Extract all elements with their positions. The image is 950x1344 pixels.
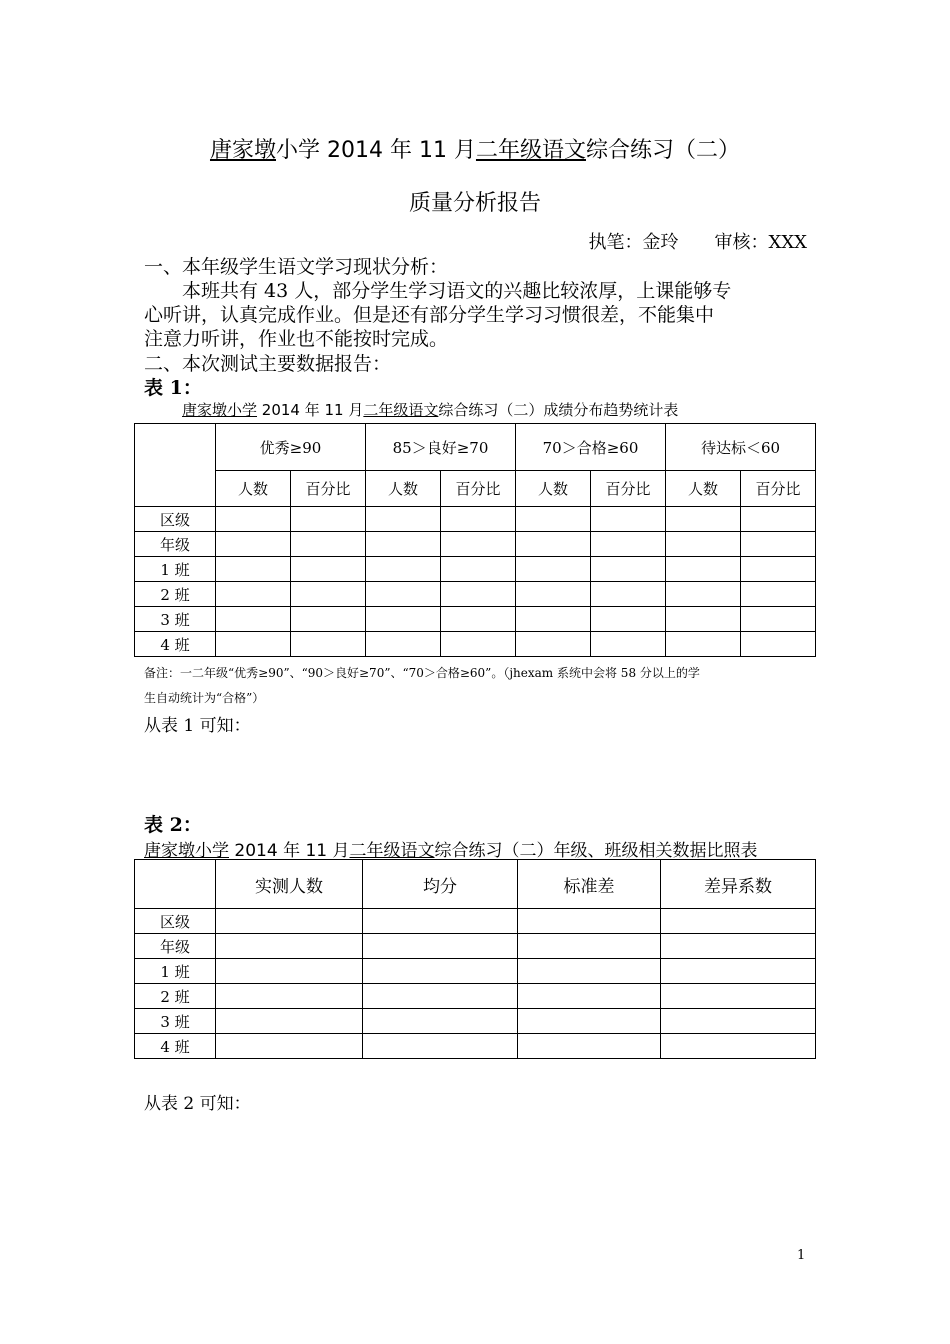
table1-group-header: 70＞合格≥60 bbox=[516, 424, 666, 471]
table2 bbox=[134, 859, 816, 1059]
table1-label: 表 1： bbox=[144, 377, 202, 399]
table2-row-label: 区级 bbox=[135, 909, 216, 934]
table2-header: 标准差 bbox=[518, 860, 661, 909]
page-number: 1 bbox=[797, 1248, 806, 1263]
doc-title bbox=[0, 133, 950, 164]
table1-caption-mid: 2014 年 11 月 bbox=[257, 401, 364, 419]
table-row bbox=[135, 1034, 816, 1059]
table1-caption-grade-subject: 二年级语文 bbox=[363, 401, 439, 419]
table2-row-label: 3 班 bbox=[135, 1009, 216, 1034]
table2-conclusion: 从表 2 可知： bbox=[144, 1094, 251, 1114]
section1-heading: 一、本年级学生语文学习现状分析： bbox=[144, 256, 449, 278]
table1-subheader: 百分比 bbox=[591, 471, 666, 507]
author-line: 执笔：金玲 审核：XXX bbox=[588, 232, 807, 253]
table-row bbox=[135, 959, 816, 984]
table-row bbox=[135, 532, 816, 557]
table-row bbox=[135, 557, 816, 582]
table2-header: 均分 bbox=[363, 860, 518, 909]
table-row bbox=[135, 632, 816, 657]
table2-caption bbox=[144, 836, 758, 861]
section1-line-2: 心听讲，认真完成作业。但是还有部分学生学习习惯很差，不能集中 bbox=[144, 304, 715, 326]
table2-row-label: 4 班 bbox=[135, 1034, 216, 1059]
table2-corner-cell bbox=[135, 860, 216, 909]
table1-group-header: 85＞良好≥70 bbox=[366, 424, 516, 471]
doc-subtitle: 质量分析报告 bbox=[408, 191, 541, 216]
table1-row-label: 4 班 bbox=[135, 632, 216, 657]
table1-caption-rest: 综合练习（二） bbox=[438, 401, 544, 419]
table2-header: 差异系数 bbox=[661, 860, 816, 909]
table2-row-label: 2 班 bbox=[135, 984, 216, 1009]
title-rest: 综合练习（二） bbox=[585, 138, 740, 163]
table-row bbox=[135, 934, 816, 959]
section1-line-3: 注意力听讲，作业也不能按时完成。 bbox=[144, 328, 449, 350]
table1-conclusion: 从表 1 可知： bbox=[144, 716, 251, 736]
table1-row-label: 3 班 bbox=[135, 607, 216, 632]
table1-subheader: 百分比 bbox=[741, 471, 816, 507]
table1-subheader: 人数 bbox=[666, 471, 741, 507]
table1-row-label: 1 班 bbox=[135, 557, 216, 582]
table1 bbox=[134, 423, 816, 657]
table1-note-line-2: 生自动统计为“合格”） bbox=[144, 691, 265, 705]
table1-caption bbox=[182, 399, 678, 420]
section2-heading: 二、本次测试主要数据报告： bbox=[144, 353, 392, 375]
table-row bbox=[135, 582, 816, 607]
title-school: 唐家墩 bbox=[209, 138, 276, 163]
table1-note-line-1: 备注：一二年级“优秀≥90”、“90＞良好≥70”、“70＞合格≥60”。（jhexam 系统中会将 58 分以上的学 bbox=[144, 666, 700, 680]
table2-caption-school: 唐家墩小学 bbox=[144, 841, 229, 861]
title-mid: 小学 2014 年 11 月 bbox=[276, 138, 476, 163]
table1-subheader: 百分比 bbox=[441, 471, 516, 507]
table1-subheader: 人数 bbox=[366, 471, 441, 507]
section1-line-1: 本班共有 43 人，部分学生学习语文的兴趣比较浓厚，上课能够专 bbox=[182, 280, 732, 302]
table1-subheader: 百分比 bbox=[291, 471, 366, 507]
table2-caption-mid: 2014 年 11 月 bbox=[229, 841, 350, 861]
table1-group-header: 待达标＜60 bbox=[666, 424, 816, 471]
table-row bbox=[135, 984, 816, 1009]
table2-row-label: 年级 bbox=[135, 934, 216, 959]
table2-label: 表 2： bbox=[144, 814, 202, 836]
table1-caption-school: 唐家墩小学 bbox=[182, 401, 258, 419]
table1-row-label: 2 班 bbox=[135, 582, 216, 607]
table-row bbox=[135, 607, 816, 632]
table2-caption-rest: 综合练习（二）年级、班级相关数据 bbox=[434, 841, 707, 861]
table1-row-label: 区级 bbox=[135, 507, 216, 532]
table-row bbox=[135, 909, 816, 934]
table2-caption-suffix: 比照表 bbox=[706, 841, 758, 861]
table1-caption-suffix: 成绩分布趋势统计表 bbox=[543, 401, 679, 419]
table-row bbox=[135, 1009, 816, 1034]
table-row bbox=[135, 507, 816, 532]
table2-header: 实测人数 bbox=[216, 860, 363, 909]
table1-row-label: 年级 bbox=[135, 532, 216, 557]
title-grade-subject: 二年级语文 bbox=[475, 138, 586, 163]
table1-group-header: 优秀≥90 bbox=[216, 424, 366, 471]
table1-subheader: 人数 bbox=[516, 471, 591, 507]
table1-subheader: 人数 bbox=[216, 471, 291, 507]
table2-caption-grade-subject: 二年级语文 bbox=[349, 841, 435, 861]
table1-corner-cell bbox=[135, 424, 216, 507]
table2-row-label: 1 班 bbox=[135, 959, 216, 984]
